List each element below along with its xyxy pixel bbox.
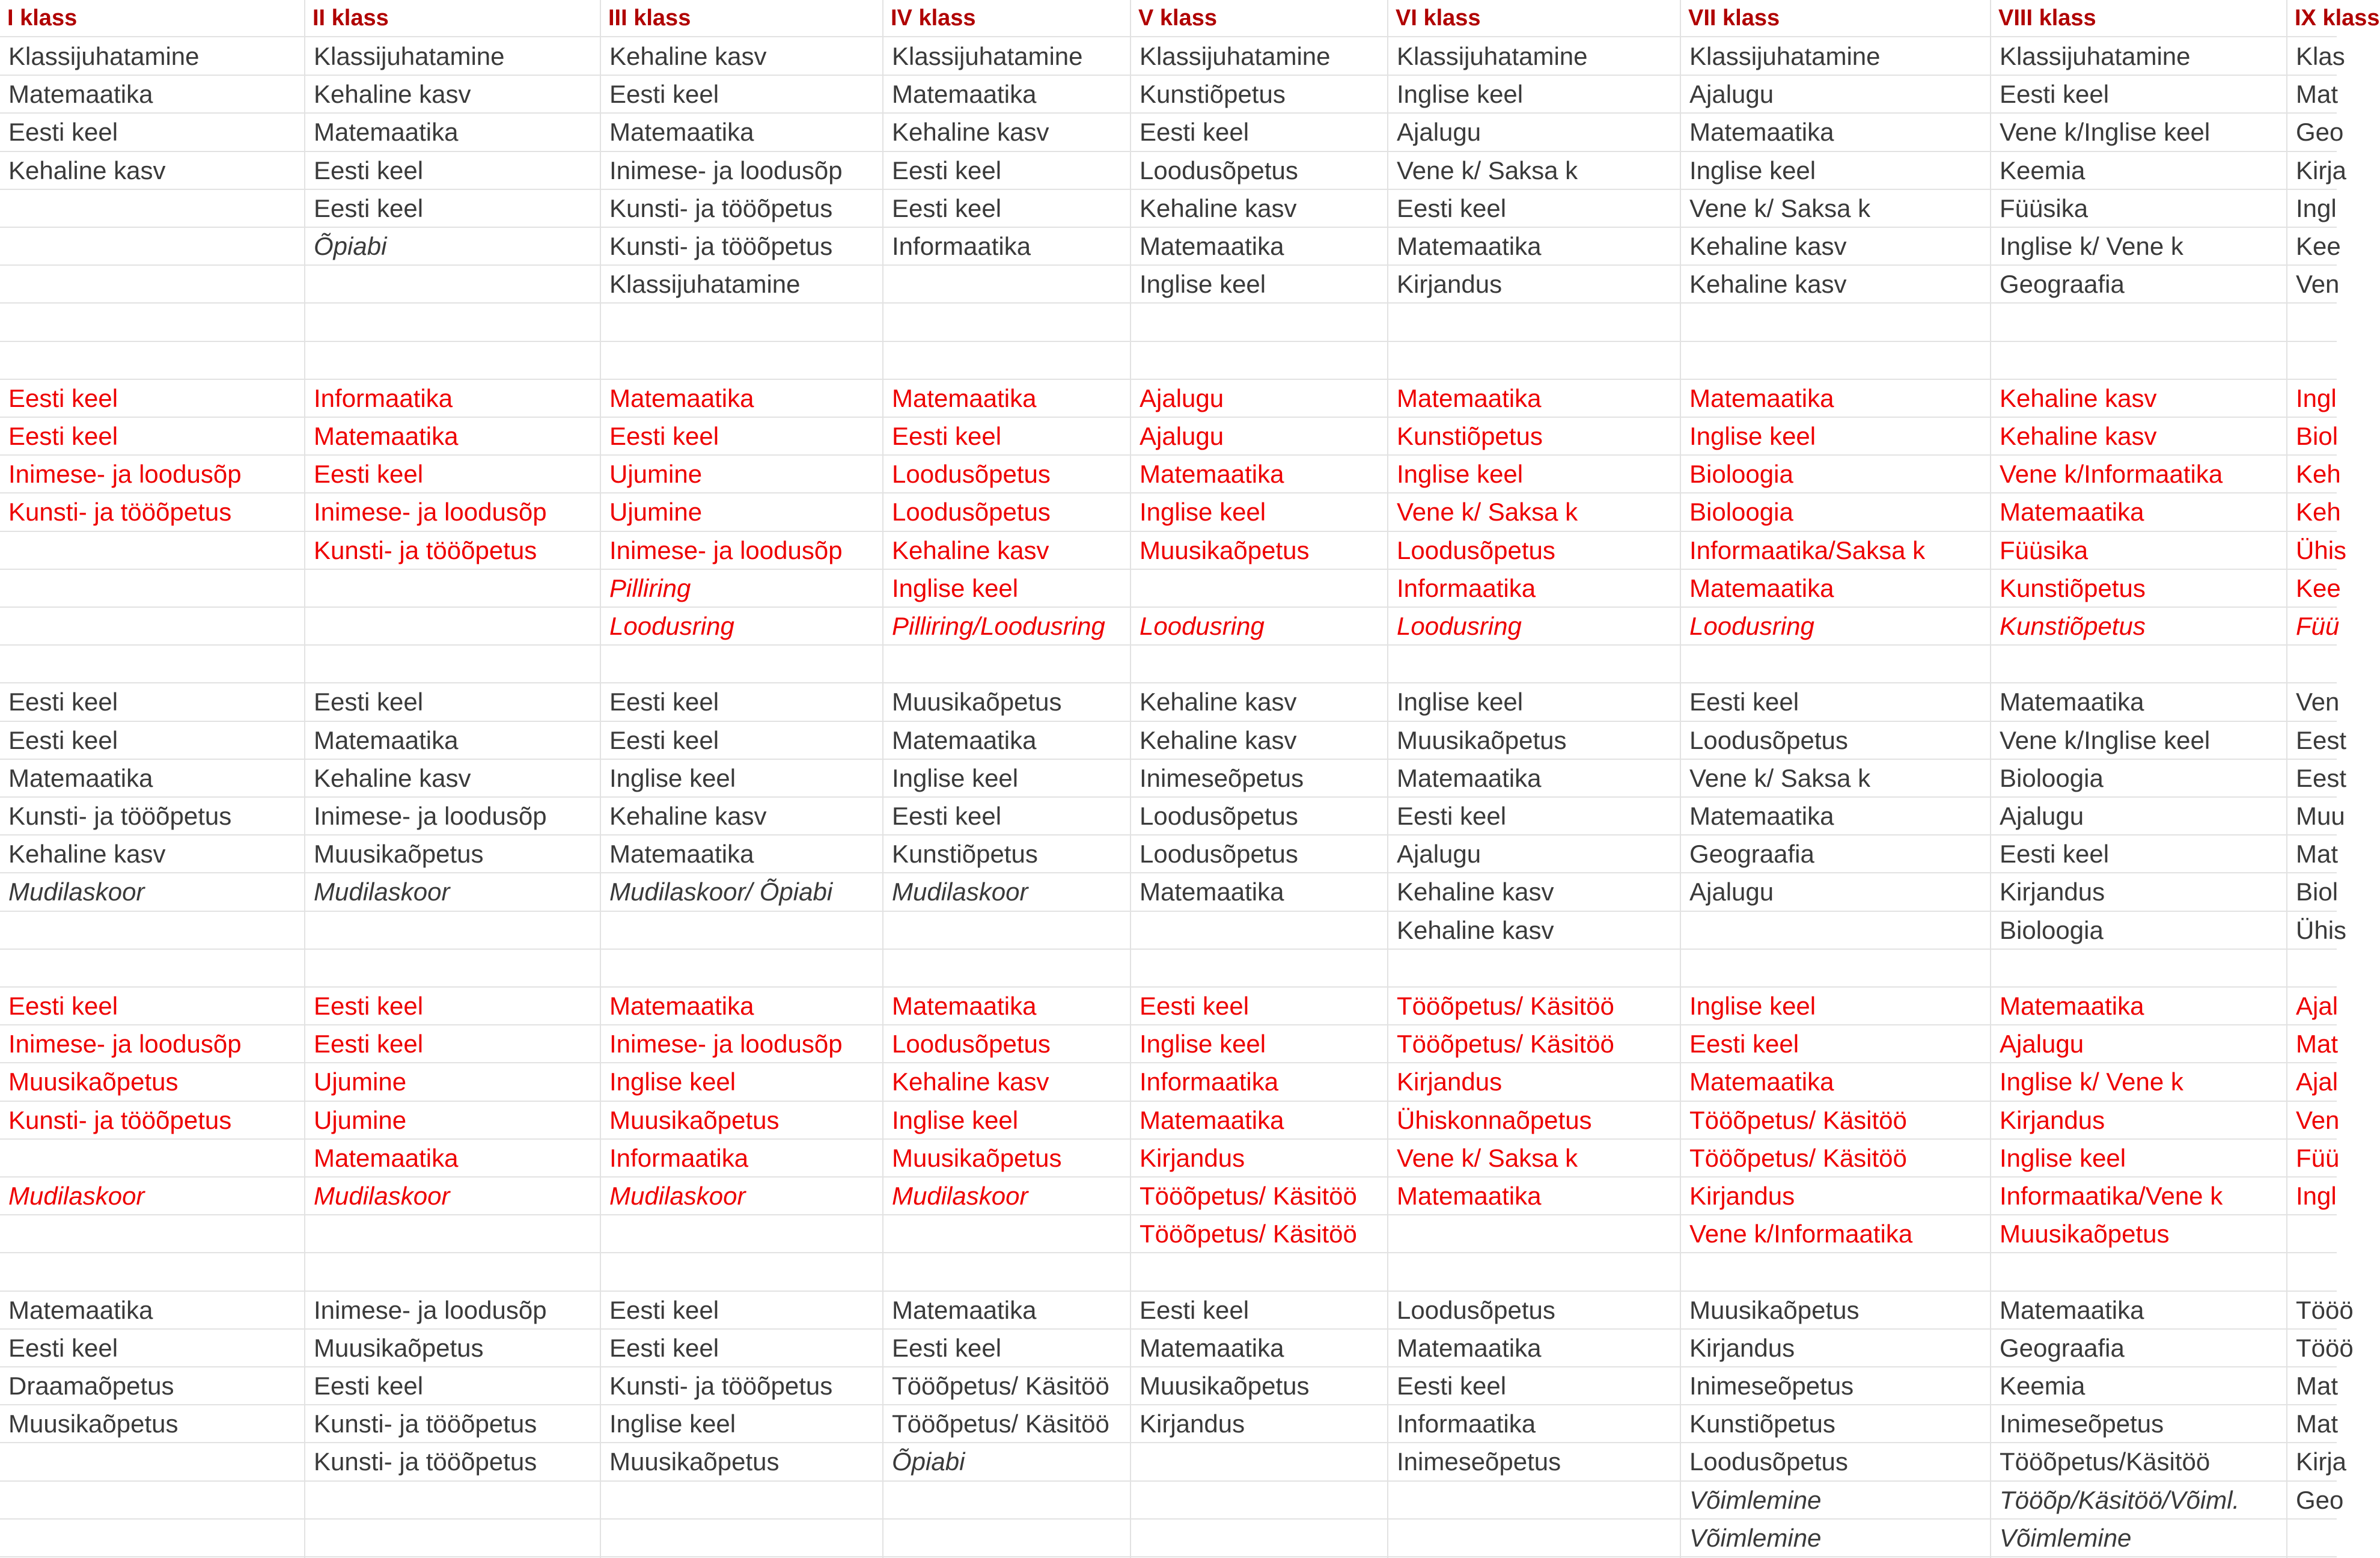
subject-cell[interactable]: Vene k/Inglise keel: [2000, 726, 2211, 754]
subject-cell[interactable]: Inimeseõpetus: [1689, 1372, 1854, 1400]
subject-cell[interactable]: Kehaline kasv: [892, 536, 1049, 564]
subject-cell[interactable]: Eesti keel: [609, 726, 719, 754]
subject-cell[interactable]: Tööõpetus/ Käsitöö: [1689, 1105, 1907, 1134]
subject-cell[interactable]: Matemaatika: [8, 763, 153, 792]
subject-cell[interactable]: Tööö: [2296, 1295, 2354, 1324]
subject-cell[interactable]: Matemaatika: [609, 383, 754, 412]
subject-cell[interactable]: Eesti keel: [609, 1295, 719, 1324]
subject-cell[interactable]: Keemia: [2000, 156, 2086, 185]
subject-cell[interactable]: Informaatika: [1140, 1068, 1279, 1096]
subject-cell[interactable]: Matemaatika: [1140, 1105, 1284, 1134]
subject-cell[interactable]: Loodusõpetus: [1397, 536, 1555, 564]
subject-cell[interactable]: Muusikaõpetus: [314, 840, 484, 869]
subject-cell[interactable]: Kunstiõpetus: [1140, 80, 1286, 109]
subject-cell[interactable]: Mat: [2296, 1372, 2339, 1400]
subject-cell[interactable]: Pilliring: [609, 573, 691, 602]
subject-cell[interactable]: Kehaline kasv: [2000, 422, 2157, 450]
subject-cell[interactable]: Informaatika: [1397, 1410, 1536, 1438]
subject-cell[interactable]: Matemaatika: [2000, 992, 2144, 1020]
subject-cell[interactable]: Kehaline kasv: [1397, 915, 1554, 944]
subject-cell[interactable]: Muusikaõpetus: [892, 1143, 1062, 1172]
subject-cell[interactable]: Ujumine: [314, 1068, 407, 1096]
subject-cell[interactable]: Eesti keel: [1397, 802, 1507, 830]
subject-cell[interactable]: Matemaatika: [1689, 383, 1834, 412]
subject-cell[interactable]: Loodusõpetus: [1140, 840, 1298, 869]
subject-cell[interactable]: Loodusring: [1397, 612, 1522, 640]
subject-cell[interactable]: Eesti keel: [1689, 1030, 1799, 1059]
subject-cell[interactable]: Loodusõpetus: [892, 1030, 1051, 1059]
subject-cell[interactable]: Klassijuhatamine: [609, 270, 801, 299]
subject-cell[interactable]: Matemaatika: [1397, 763, 1542, 792]
subject-cell[interactable]: Geograafia: [1689, 840, 1814, 869]
subject-cell[interactable]: Eesti keel: [892, 194, 1002, 222]
subject-cell[interactable]: Võimlemine: [1689, 1523, 1822, 1552]
class-header[interactable]: I klass: [7, 5, 78, 31]
subject-cell[interactable]: Keemia: [2000, 1372, 2086, 1400]
subject-cell[interactable]: Loodusõpetus: [1140, 156, 1298, 185]
subject-cell[interactable]: Ühiskonnaõpetus: [1397, 1105, 1592, 1134]
class-header[interactable]: IX klass: [2295, 5, 2380, 31]
subject-cell[interactable]: Eesti keel: [892, 156, 1002, 185]
subject-cell[interactable]: Matemaatika: [1397, 1182, 1542, 1210]
subject-cell[interactable]: Biol: [2296, 422, 2339, 450]
subject-cell[interactable]: Eesti keel: [1140, 1295, 1250, 1324]
subject-cell[interactable]: Ingl: [2296, 1182, 2337, 1210]
subject-cell[interactable]: Füüsika: [2000, 194, 2089, 222]
subject-cell[interactable]: Inglise keel: [1397, 460, 1524, 489]
subject-cell[interactable]: Bioloogia: [2000, 763, 2104, 792]
class-column: [601, 0, 883, 1558]
subject-cell[interactable]: Muusikaõpetus: [2000, 1220, 2170, 1248]
subject-cell[interactable]: Matemaatika: [8, 1295, 153, 1324]
subject-cell[interactable]: Loodusõpetus: [892, 498, 1051, 527]
subject-cell[interactable]: Tööõpetus/ Käsitöö: [1397, 1030, 1614, 1059]
subject-cell[interactable]: Inimese- ja loodusõp: [314, 498, 547, 527]
subject-cell[interactable]: Kunstiõpetus: [2000, 573, 2146, 602]
subject-cell[interactable]: Ingl: [2296, 383, 2337, 412]
subject-cell[interactable]: Eesti keel: [892, 1333, 1002, 1362]
subject-cell[interactable]: Muusikaõpetus: [1140, 536, 1310, 564]
subject-cell[interactable]: Tööö: [2296, 1333, 2354, 1362]
subject-cell[interactable]: Eesti keel: [2000, 80, 2110, 109]
class-header[interactable]: VIII klass: [1998, 5, 2096, 31]
subject-cell[interactable]: Matemaatika: [1140, 232, 1284, 260]
subject-cell[interactable]: Inglise keel: [1140, 1030, 1266, 1059]
class-column: [2287, 0, 2380, 1558]
subject-cell[interactable]: Kehaline kasv: [1689, 270, 1847, 299]
subject-cell[interactable]: Informaatika/Saksa k: [1689, 536, 1926, 564]
subject-cell[interactable]: Kunsti- ja tööõpetus: [314, 536, 537, 564]
subject-cell[interactable]: Matemaatika: [892, 383, 1037, 412]
subject-cell[interactable]: Kehaline kasv: [1140, 726, 1297, 754]
subject-cell[interactable]: Inglise keel: [892, 573, 1019, 602]
subject-cell[interactable]: Ujumine: [314, 1105, 407, 1134]
subject-cell[interactable]: Keh: [2296, 498, 2341, 527]
subject-cell[interactable]: Geograafia: [2000, 1333, 2125, 1362]
subject-cell[interactable]: Kunsti- ja tööõpetus: [8, 802, 232, 830]
subject-cell[interactable]: Matemaatika: [892, 80, 1037, 109]
subject-cell[interactable]: Mat: [2296, 1410, 2339, 1438]
subject-cell[interactable]: Inimese- ja loodusõp: [8, 460, 242, 489]
subject-cell[interactable]: Eesti keel: [1397, 194, 1507, 222]
subject-cell[interactable]: Kunstiõpetus: [892, 840, 1038, 869]
subject-cell[interactable]: Muusikaõpetus: [1397, 726, 1567, 754]
subject-cell[interactable]: Eesti keel: [609, 688, 719, 716]
subject-cell[interactable]: Inglise keel: [1689, 992, 1816, 1020]
subject-cell[interactable]: Bioloogia: [1689, 460, 1793, 489]
subject-cell[interactable]: Õpiabi: [314, 232, 387, 260]
subject-cell[interactable]: Inglise keel: [892, 763, 1019, 792]
subject-cell[interactable]: Muu: [2296, 802, 2345, 830]
subject-cell[interactable]: Mat: [2296, 1030, 2339, 1059]
subject-cell[interactable]: Matemaatika: [2000, 498, 2144, 527]
subject-cell[interactable]: Loodusring: [1689, 612, 1814, 640]
subject-cell[interactable]: Vene k/Informaatika: [2000, 460, 2223, 489]
subject-cell[interactable]: Inglise keel: [1397, 80, 1524, 109]
subject-cell[interactable]: Kehaline kasv: [314, 763, 471, 792]
subject-cell[interactable]: Klassijuhatamine: [1397, 42, 1588, 70]
subject-cell[interactable]: Mudilaskoor: [609, 1182, 746, 1210]
class-column: [1131, 0, 1388, 1558]
subject-cell[interactable]: Loodusõpetus: [1689, 726, 1848, 754]
subject-cell[interactable]: Eesti keel: [314, 156, 424, 185]
subject-cell[interactable]: Tööõpetus/ Käsitöö: [1397, 992, 1614, 1020]
subject-cell[interactable]: Võimlemine: [2000, 1523, 2132, 1552]
class-header[interactable]: II klass: [313, 5, 389, 31]
subject-cell[interactable]: Matemaatika: [892, 726, 1037, 754]
subject-cell[interactable]: Mudilaskoor/ Õpiabi: [609, 878, 833, 906]
subject-cell[interactable]: Eesti keel: [8, 1333, 118, 1362]
subject-cell[interactable]: Mudilaskoor: [314, 878, 450, 906]
subject-cell[interactable]: Matemaatika: [314, 726, 459, 754]
subject-cell[interactable]: Klassijuhatamine: [314, 42, 505, 70]
subject-cell[interactable]: Ujumine: [609, 460, 703, 489]
subject-cell[interactable]: Tööõpetus/ Käsitöö: [1689, 1143, 1907, 1172]
subject-cell[interactable]: Eesti keel: [8, 726, 118, 754]
subject-cell[interactable]: Matemaatika: [609, 118, 754, 147]
subject-cell[interactable]: Eesti keel: [1140, 992, 1250, 1020]
subject-cell[interactable]: Eesti keel: [609, 80, 719, 109]
subject-cell[interactable]: Kehaline kasv: [314, 80, 471, 109]
subject-cell[interactable]: Vene k/ Saksa k: [1397, 1143, 1578, 1172]
subject-cell[interactable]: Loodusõpetus: [892, 460, 1051, 489]
subject-cell[interactable]: Inglise k/ Vene k: [2000, 1068, 2183, 1096]
subject-cell[interactable]: Draamaõpetus: [8, 1372, 174, 1400]
subject-cell[interactable]: Loodusõpetus: [1689, 1447, 1848, 1476]
subject-cell[interactable]: Kehaline kasv: [892, 118, 1049, 147]
subject-cell[interactable]: Ajalugu: [1397, 840, 1481, 869]
subject-cell[interactable]: Füü: [2296, 612, 2340, 640]
subject-cell[interactable]: Ajal: [2296, 992, 2339, 1020]
subject-cell[interactable]: Kirjandus: [1689, 1182, 1795, 1210]
subject-cell[interactable]: Inglise keel: [1689, 422, 1816, 450]
subject-cell[interactable]: Inglise keel: [1140, 270, 1266, 299]
subject-cell[interactable]: Klassijuhatamine: [8, 42, 200, 70]
subject-cell[interactable]: Matemaatika: [1397, 383, 1542, 412]
subject-cell[interactable]: Informaatika: [1397, 573, 1536, 602]
class-column: [1681, 0, 1991, 1558]
subject-cell[interactable]: Ajalugu: [1140, 422, 1224, 450]
subject-cell[interactable]: Pilliring/Loodusring: [892, 612, 1105, 640]
subject-cell[interactable]: Eesti keel: [314, 194, 424, 222]
subject-cell[interactable]: Eesti keel: [8, 422, 118, 450]
subject-cell[interactable]: Inimeseõpetus: [2000, 1410, 2164, 1438]
subject-cell[interactable]: Inimese- ja loodusõp: [8, 1030, 242, 1059]
subject-cell[interactable]: Eesti keel: [609, 422, 719, 450]
subject-cell[interactable]: Inglise keel: [609, 1410, 736, 1438]
subject-cell[interactable]: Muusikaõpetus: [892, 688, 1062, 716]
subject-cell[interactable]: Ven: [2296, 1105, 2340, 1134]
class-column: [1388, 0, 1681, 1558]
subject-cell[interactable]: Matemaatika: [1689, 118, 1834, 147]
subject-cell[interactable]: Muusikaõpetus: [8, 1410, 178, 1438]
subject-cell[interactable]: Ven: [2296, 688, 2340, 716]
subject-cell[interactable]: Eesti keel: [892, 422, 1002, 450]
subject-cell[interactable]: Muusikaõpetus: [314, 1333, 484, 1362]
subject-cell[interactable]: Mat: [2296, 80, 2339, 109]
subject-cell[interactable]: Kunsti- ja tööõpetus: [609, 1372, 833, 1400]
subject-cell[interactable]: Ühis: [2296, 915, 2347, 944]
subject-cell[interactable]: Tööõpetus/ Käsitöö: [892, 1372, 1109, 1400]
subject-cell[interactable]: Matemaatika: [314, 422, 459, 450]
subject-cell[interactable]: Muusikaõpetus: [8, 1068, 178, 1096]
subject-cell[interactable]: Kehaline kasv: [2000, 383, 2157, 412]
subject-cell[interactable]: Inimese- ja loodusõp: [314, 802, 547, 830]
subject-cell[interactable]: Ingl: [2296, 194, 2337, 222]
class-column: [305, 0, 601, 1558]
subject-cell[interactable]: Eest: [2296, 726, 2347, 754]
subject-cell[interactable]: Matemaatika: [609, 992, 754, 1020]
subject-cell[interactable]: Matemaatika: [1140, 878, 1284, 906]
subject-cell[interactable]: Kirjandus: [1397, 270, 1503, 299]
subject-cell[interactable]: Kee: [2296, 232, 2341, 260]
subject-cell[interactable]: Kee: [2296, 573, 2341, 602]
subject-cell[interactable]: Inglise keel: [1140, 498, 1266, 527]
subject-cell[interactable]: Matemaatika: [1689, 573, 1834, 602]
subject-cell[interactable]: Tööõpetus/ Käsitöö: [1140, 1220, 1357, 1248]
subject-cell[interactable]: Kehaline kasv: [8, 840, 166, 869]
subject-cell[interactable]: Matemaatika: [1140, 460, 1284, 489]
subject-cell[interactable]: Geo: [2296, 1485, 2344, 1514]
subject-cell[interactable]: Kehaline kasv: [1397, 878, 1554, 906]
subject-cell[interactable]: Kehaline kasv: [1140, 194, 1297, 222]
subject-cell[interactable]: Kehaline kasv: [609, 42, 767, 70]
subject-cell[interactable]: Klas: [2296, 42, 2345, 70]
subject-cell[interactable]: Muusikaõpetus: [609, 1447, 780, 1476]
subject-cell[interactable]: Ujumine: [609, 498, 703, 527]
subject-cell[interactable]: Kehaline kasv: [8, 156, 166, 185]
subject-cell[interactable]: Kunstiõpetus: [1689, 1410, 1835, 1438]
class-header[interactable]: III klass: [608, 5, 691, 31]
subject-cell[interactable]: Bioloogia: [2000, 915, 2104, 944]
subject-cell[interactable]: Vene k/Inglise keel: [2000, 118, 2211, 147]
subject-cell[interactable]: Inimeseõpetus: [1140, 763, 1304, 792]
subject-cell[interactable]: Vene k/Informaatika: [1689, 1220, 1913, 1248]
subject-cell[interactable]: Mat: [2296, 840, 2339, 869]
subject-cell[interactable]: Matemaatika: [314, 118, 459, 147]
subject-cell[interactable]: Matemaatika: [892, 992, 1037, 1020]
subject-cell[interactable]: Vene k/ Saksa k: [1689, 763, 1871, 792]
subject-cell[interactable]: Loodusõpetus: [1140, 802, 1298, 830]
subject-cell[interactable]: Muusikaõpetus: [609, 1105, 780, 1134]
subject-cell[interactable]: Kunsti- ja tööõpetus: [8, 1105, 232, 1134]
subject-cell[interactable]: Tööõpetus/ Käsitöö: [1140, 1182, 1357, 1210]
subject-cell[interactable]: Eesti keel: [1397, 1372, 1507, 1400]
subject-cell[interactable]: Matemaatika: [1140, 1333, 1284, 1362]
class-column: [883, 0, 1131, 1558]
subject-cell[interactable]: Õpiabi: [892, 1447, 965, 1476]
subject-cell[interactable]: Inglise keel: [892, 1105, 1019, 1134]
subject-cell[interactable]: Klassijuhatamine: [1689, 42, 1881, 70]
subject-cell[interactable]: Ajal: [2296, 1068, 2339, 1096]
subject-cell[interactable]: Füüsika: [2000, 536, 2089, 564]
subject-cell[interactable]: Eesti keel: [8, 688, 118, 716]
subject-cell[interactable]: Inimese- ja loodusõp: [609, 156, 843, 185]
subject-cell[interactable]: Kirja: [2296, 156, 2347, 185]
subject-cell[interactable]: Tööõp/Käsitöö/Võiml.: [2000, 1485, 2240, 1514]
subject-cell[interactable]: Eesti keel: [314, 688, 424, 716]
subject-cell[interactable]: Kehaline kasv: [892, 1068, 1049, 1096]
subject-cell[interactable]: Vene k/ Saksa k: [1397, 156, 1578, 185]
subject-cell[interactable]: Inglise k/ Vene k: [2000, 232, 2183, 260]
subject-cell[interactable]: Eest: [2296, 763, 2347, 792]
subject-cell[interactable]: Eesti keel: [1140, 118, 1250, 147]
subject-cell[interactable]: Kunstiõpetus: [1397, 422, 1543, 450]
subject-cell[interactable]: Matemaatika: [1689, 802, 1834, 830]
subject-cell[interactable]: Kehaline kasv: [1140, 688, 1297, 716]
subject-cell[interactable]: Matemaatika: [1397, 232, 1542, 260]
subject-cell[interactable]: Matemaatika: [1397, 1333, 1542, 1362]
subject-cell[interactable]: Informaatika/Vene k: [2000, 1182, 2223, 1210]
subject-cell[interactable]: Eesti keel: [2000, 840, 2110, 869]
subject-cell[interactable]: Inimese- ja loodusõp: [314, 1295, 547, 1324]
subject-cell[interactable]: Loodusõpetus: [1397, 1295, 1555, 1324]
subject-cell[interactable]: Ven: [2296, 270, 2340, 299]
subject-cell[interactable]: Ühis: [2296, 536, 2347, 564]
subject-cell[interactable]: Keh: [2296, 460, 2341, 489]
subject-cell[interactable]: Ajalugu: [1689, 878, 1774, 906]
subject-cell[interactable]: Inimese- ja loodusõp: [609, 536, 843, 564]
subject-cell[interactable]: Kirjandus: [1397, 1068, 1503, 1096]
subject-cell[interactable]: Kunsti- ja tööõpetus: [8, 498, 232, 527]
subject-cell[interactable]: Klassijuhatamine: [1140, 42, 1331, 70]
subject-cell[interactable]: Kirja: [2296, 1447, 2347, 1476]
subject-cell[interactable]: Inglise keel: [609, 1068, 736, 1096]
subject-cell[interactable]: Loodusring: [1140, 612, 1265, 640]
subject-cell[interactable]: Kunsti- ja tööõpetus: [609, 232, 833, 260]
subject-cell[interactable]: Kehaline kasv: [1689, 232, 1847, 260]
subject-cell[interactable]: Kirjandus: [1689, 1333, 1795, 1362]
subject-cell[interactable]: Eesti keel: [314, 1030, 424, 1059]
subject-cell[interactable]: Inimese- ja loodusõp: [609, 1030, 843, 1059]
subject-cell[interactable]: Kirjandus: [1140, 1410, 1245, 1438]
subject-cell[interactable]: Kirjandus: [2000, 878, 2105, 906]
subject-cell[interactable]: Mudilaskoor: [314, 1182, 450, 1210]
subject-cell[interactable]: Matemaatika: [314, 1143, 459, 1172]
subject-cell[interactable]: Kunsti- ja tööõpetus: [314, 1447, 537, 1476]
subject-cell[interactable]: Inglise keel: [609, 763, 736, 792]
subject-cell[interactable]: Võimlemine: [1689, 1485, 1822, 1514]
subject-cell[interactable]: Eesti keel: [609, 1333, 719, 1362]
subject-cell[interactable]: Geo: [2296, 118, 2344, 147]
class-header[interactable]: IV klass: [891, 5, 976, 31]
subject-cell[interactable]: Inglise keel: [1397, 688, 1524, 716]
subject-cell[interactable]: Vene k/ Saksa k: [1689, 194, 1871, 222]
subject-cell[interactable]: Eesti keel: [8, 118, 118, 147]
class-column: [0, 0, 305, 1558]
subject-cell[interactable]: Matemaatika: [2000, 1295, 2144, 1324]
subject-cell[interactable]: Mudilaskoor: [8, 1182, 145, 1210]
subject-cell[interactable]: Eesti keel: [892, 802, 1002, 830]
subject-cell[interactable]: Vene k/ Saksa k: [1397, 498, 1578, 527]
subject-cell[interactable]: Eesti keel: [314, 1372, 424, 1400]
subject-cell[interactable]: Muusikaõpetus: [1689, 1295, 1860, 1324]
subject-cell[interactable]: Eesti keel: [314, 460, 424, 489]
subject-cell[interactable]: Matemaatika: [2000, 688, 2144, 716]
subject-cell[interactable]: Eesti keel: [8, 992, 118, 1020]
subject-cell[interactable]: Klassijuhatamine: [892, 42, 1083, 70]
subject-cell[interactable]: Informaatika: [892, 232, 1031, 260]
subject-cell[interactable]: Ajalugu: [1689, 80, 1774, 109]
class-header[interactable]: V klass: [1138, 5, 1217, 31]
subject-cell[interactable]: Kirjandus: [1140, 1143, 1245, 1172]
subject-cell[interactable]: Ajalugu: [1140, 383, 1224, 412]
subject-cell[interactable]: Inimeseõpetus: [1397, 1447, 1561, 1476]
subject-cell[interactable]: Ajalugu: [1397, 118, 1481, 147]
subject-cell[interactable]: Eesti keel: [1689, 688, 1799, 716]
subject-cell[interactable]: Tööõpetus/Käsitöö: [2000, 1447, 2211, 1476]
subject-cell[interactable]: Klassijuhatamine: [2000, 42, 2191, 70]
subject-cell[interactable]: Matemaatika: [8, 80, 153, 109]
subject-cell[interactable]: Ajalugu: [2000, 802, 2084, 830]
class-header[interactable]: VI klass: [1396, 5, 1481, 31]
subject-cell[interactable]: Kunstiõpetus: [2000, 612, 2146, 640]
subject-cell[interactable]: Eesti keel: [314, 992, 424, 1020]
subject-cell[interactable]: Informaatika: [609, 1143, 749, 1172]
subject-cell[interactable]: Kirjandus: [2000, 1105, 2105, 1134]
subject-cell[interactable]: Loodusring: [609, 612, 734, 640]
subject-cell[interactable]: Matemaatika: [892, 1295, 1037, 1324]
subject-cell[interactable]: Kunsti- ja tööõpetus: [609, 194, 833, 222]
subject-cell[interactable]: Eesti keel: [8, 383, 118, 412]
subject-cell[interactable]: Mudilaskoor: [8, 878, 145, 906]
subject-cell[interactable]: Tööõpetus/ Käsitöö: [892, 1410, 1109, 1438]
subject-cell[interactable]: Ajalugu: [2000, 1030, 2084, 1059]
subject-cell[interactable]: Bioloogia: [1689, 498, 1793, 527]
subject-cell[interactable]: Matemaatika: [1689, 1068, 1834, 1096]
subject-cell[interactable]: Mudilaskoor: [892, 878, 1028, 906]
class-header[interactable]: VII klass: [1688, 5, 1780, 31]
class-column: [1991, 0, 2287, 1558]
subject-cell[interactable]: Geograafia: [2000, 270, 2125, 299]
subject-cell[interactable]: Füü: [2296, 1143, 2340, 1172]
subject-cell[interactable]: Inglise keel: [2000, 1143, 2126, 1172]
subject-cell[interactable]: Matemaatika: [609, 840, 754, 869]
subject-cell[interactable]: Biol: [2296, 878, 2339, 906]
subject-cell[interactable]: Kehaline kasv: [609, 802, 767, 830]
subject-cell[interactable]: Muusikaõpetus: [1140, 1372, 1310, 1400]
subject-cell[interactable]: Informaatika: [314, 383, 453, 412]
subject-cell[interactable]: Inglise keel: [1689, 156, 1816, 185]
subject-cell[interactable]: Mudilaskoor: [892, 1182, 1028, 1210]
subject-cell[interactable]: Kunsti- ja tööõpetus: [314, 1410, 537, 1438]
